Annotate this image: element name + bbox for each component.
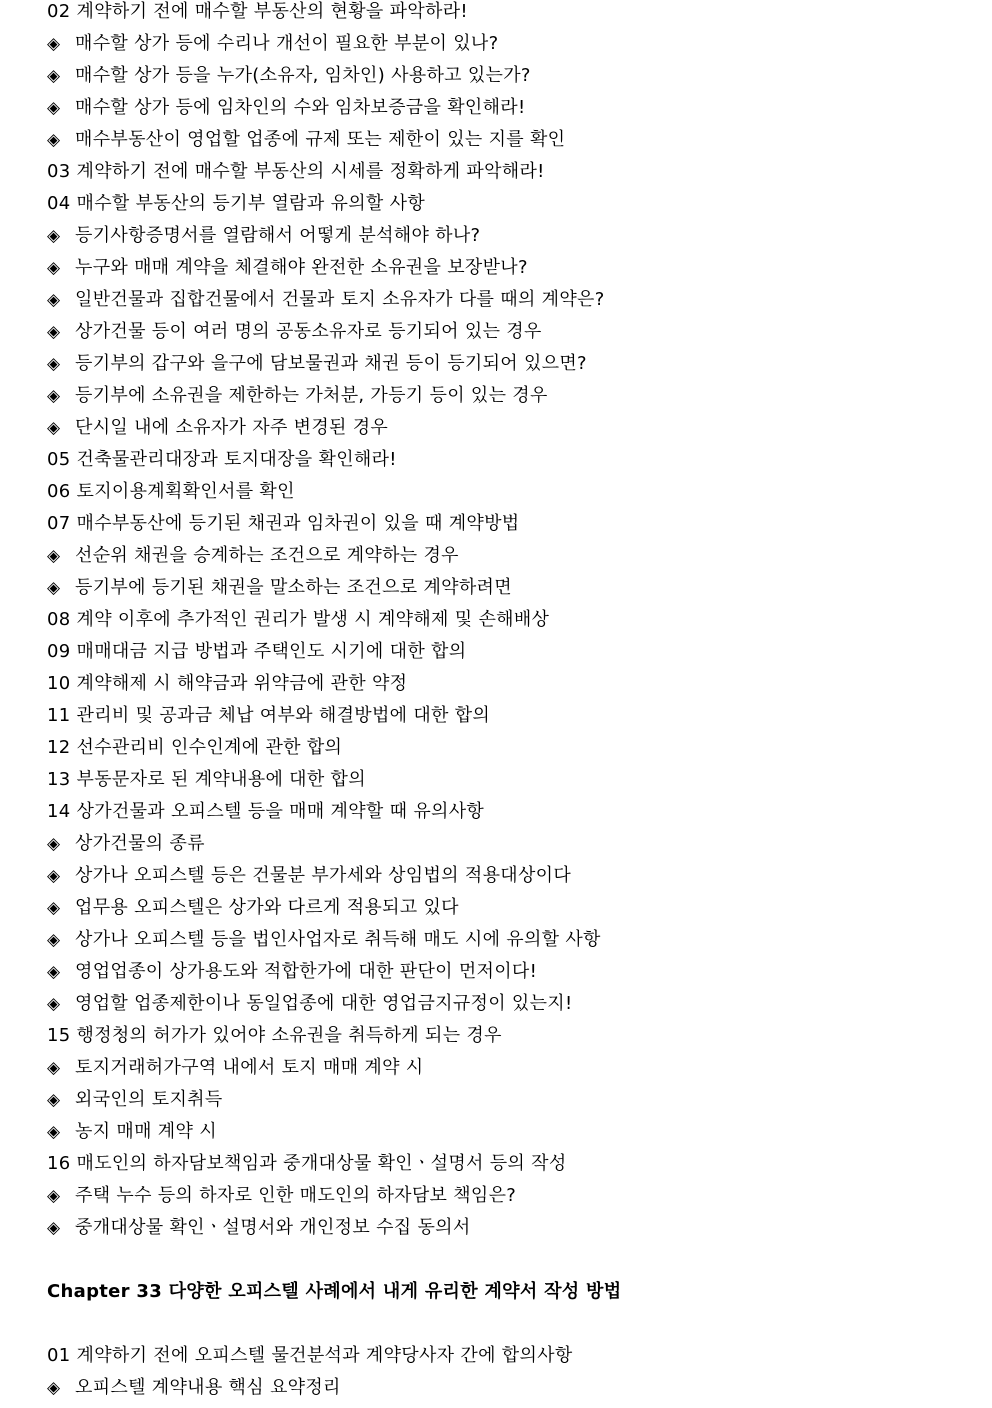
toc-item (47, 192, 977, 224)
toc-item-text: 농지 매매 계약 시 (75, 1121, 217, 1142)
document-page (47, 0, 977, 1408)
toc-item (47, 736, 977, 768)
diamond-bullet-icon: ◈ (47, 994, 61, 1014)
toc-item-text: 02 계약하기 전에 매수할 부동산의 현황을 파악하라! (47, 1, 468, 22)
toc-item-text: 매수할 상가 등에 수리나 개선이 필요한 부분이 있나? (75, 33, 499, 54)
diamond-bullet-icon: ◈ (47, 1218, 61, 1238)
toc-subitem (47, 384, 977, 416)
toc-item-text: 04 매수할 부동산의 등기부 열람과 유의할 사항 (47, 193, 426, 214)
toc-item-text: 토지거래허가구역 내에서 토지 매매 계약 시 (75, 1057, 424, 1078)
diamond-bullet-icon: ◈ (47, 354, 61, 374)
toc-item-text: 누구와 매매 계약을 체결해야 완전한 소유권을 보장받나? (75, 257, 528, 278)
toc-item-text: 06 토지이용계획확인서를 확인 (47, 481, 295, 502)
toc-subitem (47, 1216, 977, 1248)
toc-subitem (47, 1184, 977, 1216)
toc-item-text: 오피스텔 계약내용 핵심 요약정리 (75, 1377, 341, 1398)
toc-subitem (47, 224, 977, 256)
diamond-bullet-icon: ◈ (47, 834, 61, 854)
toc-item-text: 15 행정청의 허가가 있어야 소유권을 취득하게 되는 경우 (47, 1025, 502, 1046)
toc-item-text: 등기부에 등기된 채권을 말소하는 조건으로 계약하려면 (75, 577, 512, 598)
diamond-bullet-icon: ◈ (47, 866, 61, 886)
toc-subitem (47, 352, 977, 384)
toc-item (47, 800, 977, 832)
diamond-bullet-icon: ◈ (47, 1090, 61, 1110)
diamond-bullet-icon: ◈ (47, 66, 61, 86)
toc-item-text: 주택 누수 등의 하자로 인한 매도인의 하자담보 책임은? (75, 1185, 517, 1206)
toc-subitem (47, 64, 977, 96)
toc-item-text: 매수부동산이 영업할 업종에 규제 또는 제한이 있는 지를 확인 (75, 129, 566, 150)
diamond-bullet-icon: ◈ (47, 226, 61, 246)
diamond-bullet-icon: ◈ (47, 258, 61, 278)
toc-item (47, 160, 977, 192)
blank-line (47, 1248, 977, 1280)
diamond-bullet-icon: ◈ (47, 290, 61, 310)
diamond-bullet-icon: ◈ (47, 386, 61, 406)
toc-item-text: 11 관리비 및 공과금 체납 여부와 해결방법에 대한 합의 (47, 705, 491, 726)
toc-item-text: 영업업종이 상가용도와 적합한가에 대한 판단이 먼저이다! (75, 961, 538, 982)
toc-item-text: 03 계약하기 전에 매수할 부동산의 시세를 정확하게 파악해라! (47, 161, 545, 182)
toc-item-text: 중개대상물 확인ㆍ설명서와 개인정보 수집 동의서 (75, 1217, 471, 1238)
toc-subitem (47, 992, 977, 1024)
toc-item (47, 1152, 977, 1184)
toc-subitem (47, 416, 977, 448)
toc-subitem (47, 288, 977, 320)
toc-item-text: 매수할 상가 등에 임차인의 수와 임차보증금을 확인해라! (75, 97, 526, 118)
toc-item (47, 672, 977, 704)
toc-item-text: 16 매도인의 하자담보책임과 중개대상물 확인ㆍ설명서 등의 작성 (47, 1153, 567, 1174)
toc-item-text: 상가나 오피스텔 등은 건물분 부가세와 상임법의 적용대상이다 (75, 865, 572, 886)
toc-item-text: 07 매수부동산에 등기된 채권과 임차권이 있을 때 계약방법 (47, 513, 520, 534)
toc-item-text: 14 상가건물과 오피스텔 등을 매매 계약할 때 유의사항 (47, 801, 485, 822)
toc-item-text: 등기부의 갑구와 을구에 담보물권과 채권 등이 등기되어 있으면? (75, 353, 587, 374)
diamond-bullet-icon: ◈ (47, 1058, 61, 1078)
toc-subitem (47, 128, 977, 160)
toc-item (47, 1024, 977, 1056)
diamond-bullet-icon: ◈ (47, 578, 61, 598)
diamond-bullet-icon: ◈ (47, 418, 61, 438)
toc-section-chapter-32 (47, 0, 977, 1248)
diamond-bullet-icon: ◈ (47, 1186, 61, 1206)
toc-item-text: 상가건물 등이 여러 명의 공동소유자로 등기되어 있는 경우 (75, 321, 542, 342)
toc-subitem (47, 896, 977, 928)
toc-item-text: 01 계약하기 전에 오피스텔 물건분석과 계약당사자 간에 합의사항 (47, 1345, 573, 1366)
toc-subitem (47, 928, 977, 960)
toc-item (47, 768, 977, 800)
toc-subitem (47, 96, 977, 128)
toc-section-chapter-33 (47, 1344, 977, 1408)
toc-subitem (47, 832, 977, 864)
toc-item (47, 608, 977, 640)
blank-line (47, 1312, 977, 1344)
toc-item (47, 480, 977, 512)
toc-item (47, 1344, 977, 1376)
toc-item-text: 단시일 내에 소유자가 자주 변경된 경우 (75, 417, 389, 438)
toc-item-text: 05 건축물관리대장과 토지대장을 확인해라! (47, 449, 397, 470)
toc-item-text: 외국인의 토지취득 (75, 1089, 223, 1110)
toc-item (47, 512, 977, 544)
chapter-heading: Chapter 33 다양한 오피스텔 사례에서 내게 유리한 계약서 작성 방법 (47, 1281, 622, 1302)
toc-subitem (47, 544, 977, 576)
diamond-bullet-icon: ◈ (47, 546, 61, 566)
toc-subitem (47, 1088, 977, 1120)
diamond-bullet-icon: ◈ (47, 930, 61, 950)
toc-item-text: 업무용 오피스텔은 상가와 다르게 적용되고 있다 (75, 897, 459, 918)
toc-item-text: 13 부동문자로 된 계약내용에 대한 합의 (47, 769, 366, 790)
toc-item-text: 상가나 오피스텔 등을 법인사업자로 취득해 매도 시에 유의할 사항 (75, 929, 601, 950)
toc-subitem (47, 1376, 977, 1408)
toc-item (47, 640, 977, 672)
diamond-bullet-icon: ◈ (47, 1378, 61, 1398)
diamond-bullet-icon: ◈ (47, 34, 61, 54)
toc-item-text: 09 매매대금 지급 방법과 주택인도 시기에 대한 합의 (47, 641, 467, 662)
toc-subitem (47, 1120, 977, 1152)
diamond-bullet-icon: ◈ (47, 322, 61, 342)
toc-item-text: 상가건물의 종류 (75, 833, 205, 854)
toc-item-text: 선순위 채권을 승계하는 조건으로 계약하는 경우 (75, 545, 459, 566)
toc-item (47, 0, 977, 32)
toc-item-text: 등기부에 소유권을 제한하는 가처분, 가등기 등이 있는 경우 (75, 385, 548, 406)
toc-subitem (47, 576, 977, 608)
diamond-bullet-icon: ◈ (47, 962, 61, 982)
toc-item-text: 10 계약해제 시 해약금과 위약금에 관한 약정 (47, 673, 408, 694)
toc-item-text: 08 계약 이후에 추가적인 권리가 발생 시 계약해제 및 손해배상 (47, 609, 550, 630)
toc-item (47, 448, 977, 480)
toc-item (47, 704, 977, 736)
toc-item-text: 일반건물과 집합건물에서 건물과 토지 소유자가 다를 때의 계약은? (75, 289, 605, 310)
toc-subitem (47, 960, 977, 992)
toc-subitem (47, 320, 977, 352)
toc-item-text: 매수할 상가 등을 누가(소유자, 임차인) 사용하고 있는가? (75, 65, 531, 86)
toc-subitem (47, 864, 977, 896)
toc-subitem (47, 1056, 977, 1088)
diamond-bullet-icon: ◈ (47, 98, 61, 118)
diamond-bullet-icon: ◈ (47, 898, 61, 918)
toc-subitem (47, 256, 977, 288)
toc-item-text: 등기사항증명서를 열람해서 어떻게 분석해야 하나? (75, 225, 481, 246)
diamond-bullet-icon: ◈ (47, 130, 61, 150)
toc-subitem (47, 32, 977, 64)
toc-item-text: 영업할 업종제한이나 동일업종에 대한 영업금지규정이 있는지! (75, 993, 573, 1014)
diamond-bullet-icon: ◈ (47, 1122, 61, 1142)
toc-item-text: 12 선수관리비 인수인계에 관한 합의 (47, 737, 343, 758)
